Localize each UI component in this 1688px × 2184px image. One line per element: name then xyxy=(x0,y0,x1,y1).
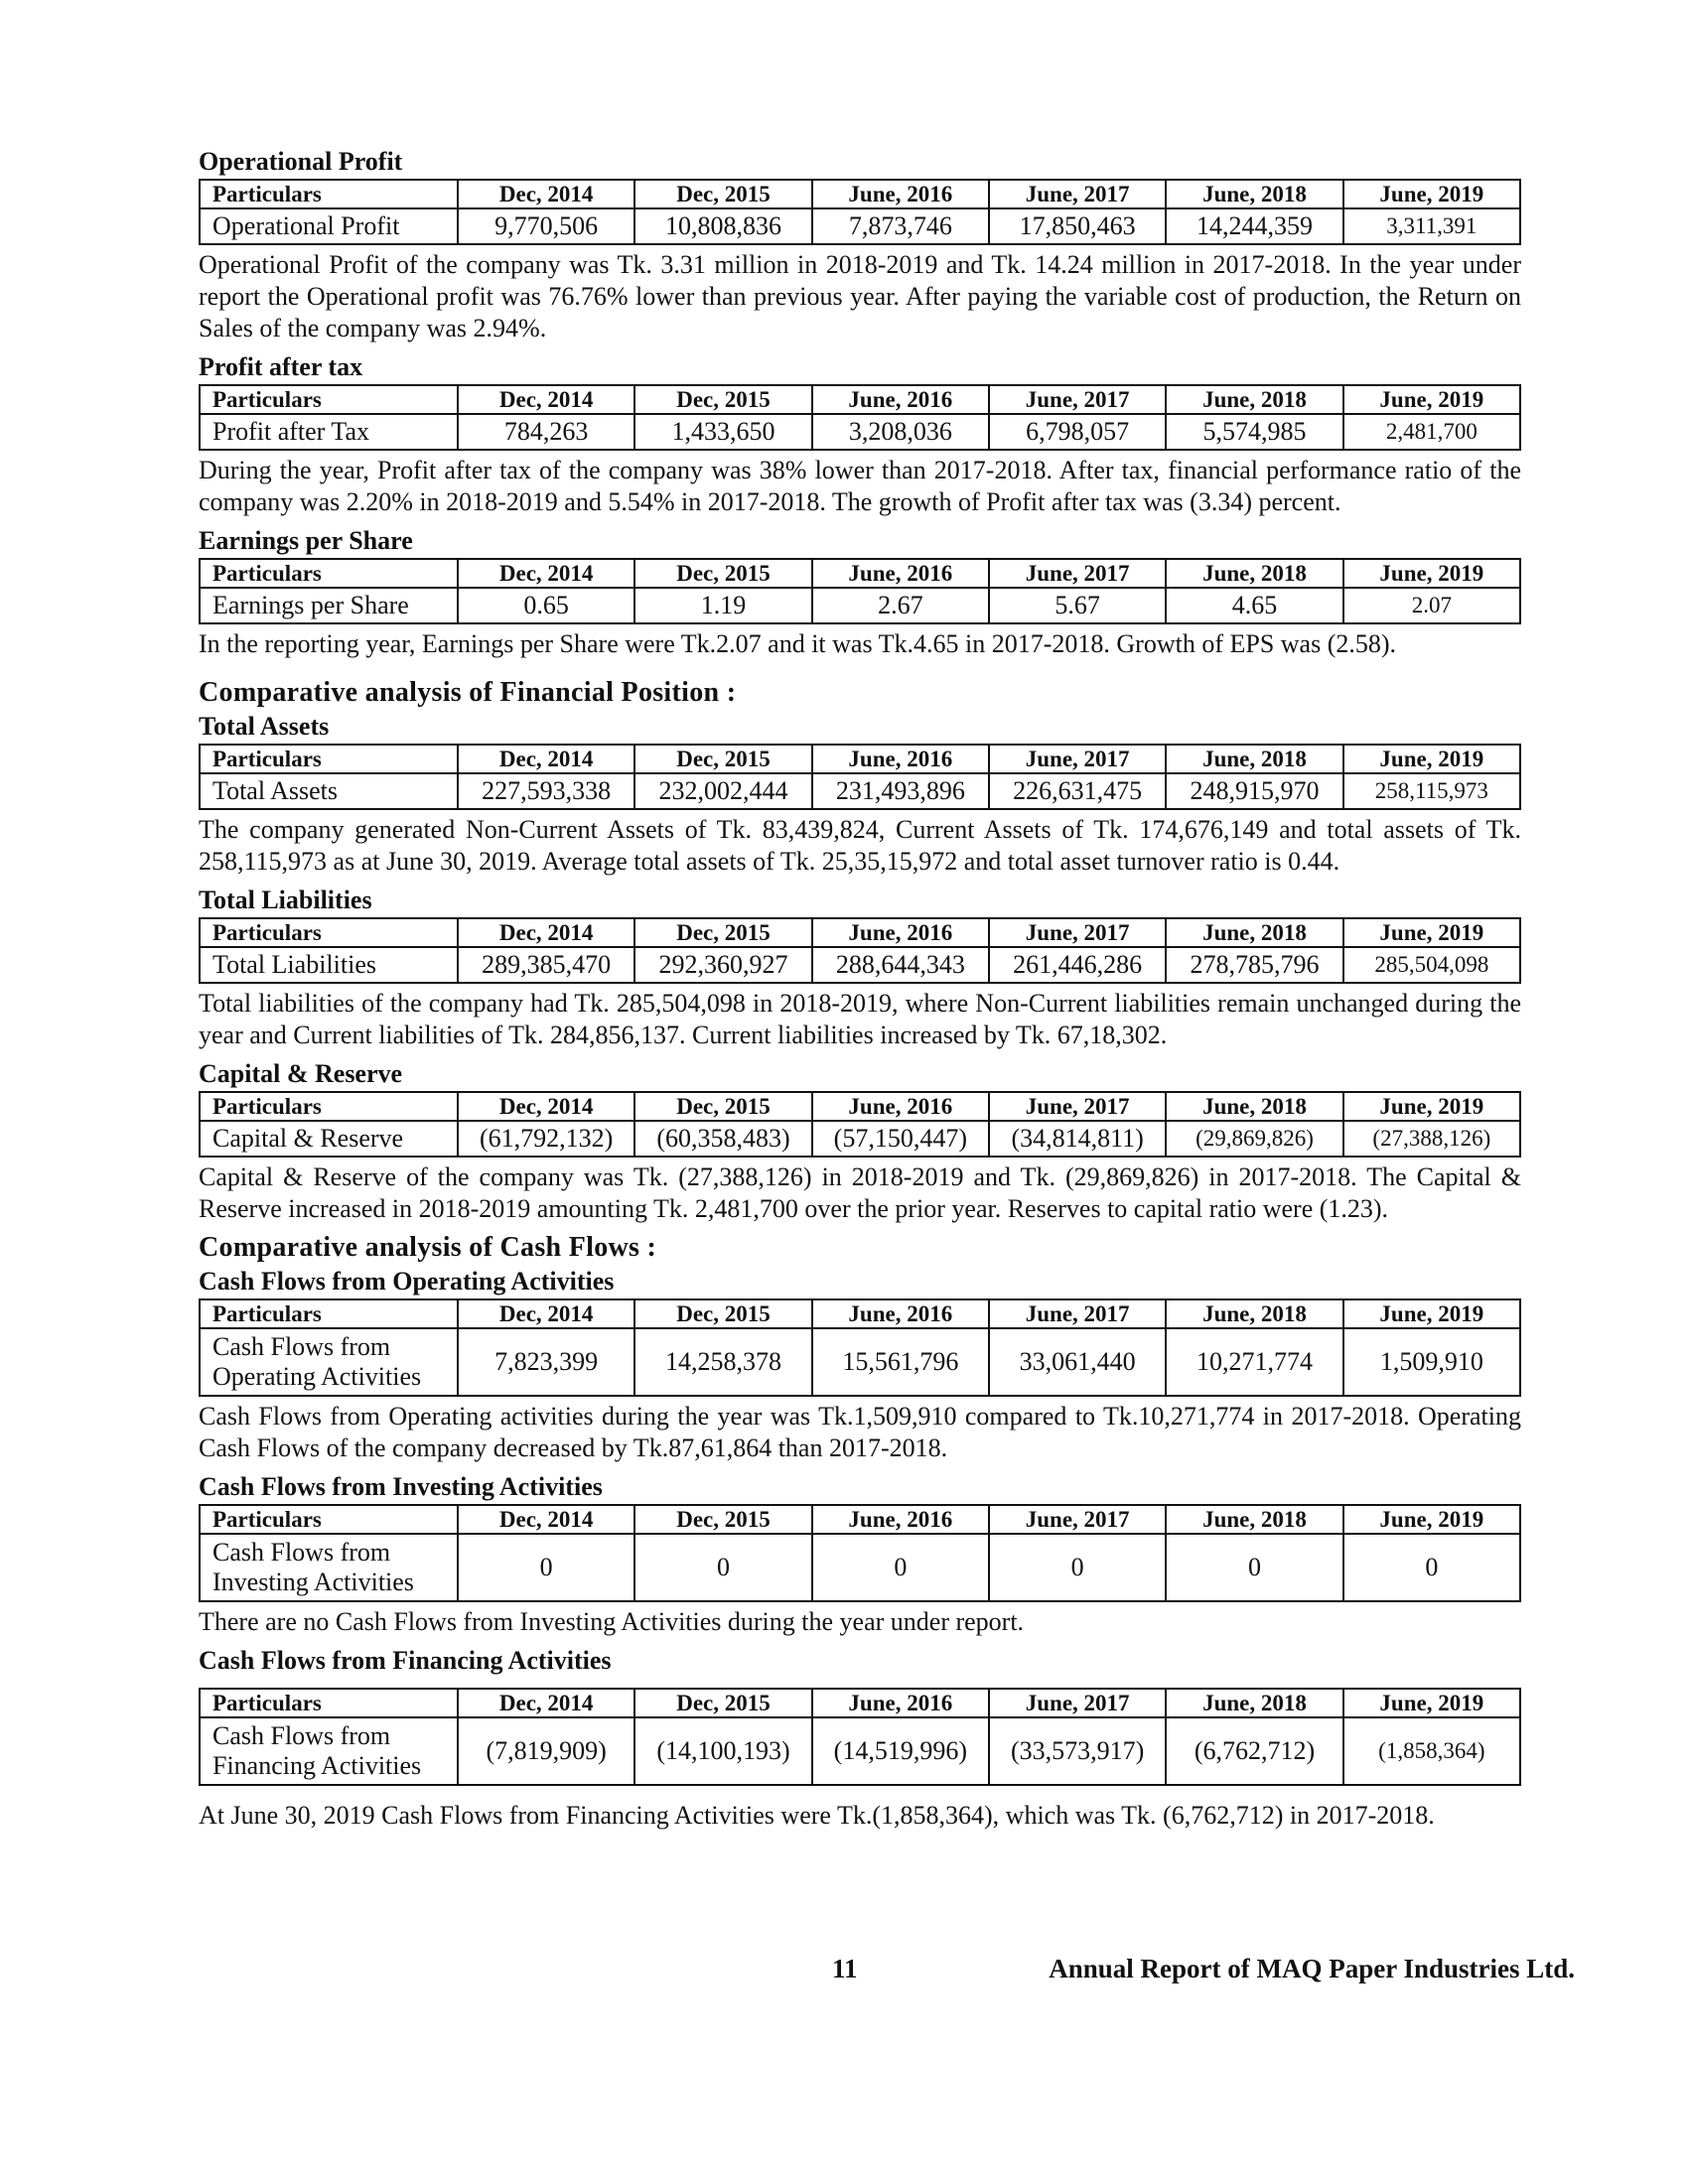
total-liabilities-table xyxy=(199,917,1521,984)
table-cell: 4.65 xyxy=(1166,588,1342,623)
row-label: Earnings per Share xyxy=(200,588,458,623)
col-header: Dec, 2014 xyxy=(458,1689,634,1717)
col-header: June, 2017 xyxy=(989,559,1166,588)
table-cell: 226,631,475 xyxy=(989,773,1166,809)
section-operational-profit xyxy=(199,145,1521,344)
col-header: June, 2018 xyxy=(1166,385,1342,414)
table-cell: 15,561,796 xyxy=(812,1328,989,1396)
col-header: June, 2018 xyxy=(1166,180,1342,208)
cash-flows-title: Comparative analysis of Cash Flows : xyxy=(199,1232,657,1263)
table-row xyxy=(200,414,1520,450)
col-header: June, 2016 xyxy=(812,1689,989,1717)
col-header: June, 2018 xyxy=(1166,1505,1342,1534)
report-name: Annual Report of MAQ Paper Industries Ltd. xyxy=(1049,1954,1575,1983)
table-cell: (14,100,193) xyxy=(634,1717,811,1785)
section-heading: Operational Profit xyxy=(199,147,403,176)
col-header: June, 2018 xyxy=(1166,1689,1342,1717)
col-header: June, 2016 xyxy=(812,1092,989,1121)
col-header: June, 2017 xyxy=(989,1299,1166,1328)
row-label: Operational Profit xyxy=(200,208,458,244)
col-header: June, 2018 xyxy=(1166,1299,1342,1328)
table-header-row xyxy=(200,1092,1520,1121)
section-investing-cash-flows xyxy=(199,1470,1521,1638)
section-profit-after-tax xyxy=(199,350,1521,518)
table-cell: (60,358,483) xyxy=(634,1121,811,1157)
table-cell: (14,519,996) xyxy=(812,1717,989,1785)
col-header: June, 2018 xyxy=(1166,1092,1342,1121)
col-header: Dec, 2015 xyxy=(634,1092,811,1121)
col-header: June, 2019 xyxy=(1343,180,1520,208)
section-heading: Total Liabilities xyxy=(199,886,372,914)
row-label: Profit after Tax xyxy=(200,414,458,450)
table-cell: 10,271,774 xyxy=(1166,1328,1342,1396)
row-label: Cash Flows from Operating Activities xyxy=(200,1328,458,1396)
section-heading: Capital & Reserve xyxy=(199,1059,403,1088)
col-header: June, 2019 xyxy=(1343,1092,1520,1121)
row-label: Cash Flows from Financing Activities xyxy=(200,1717,458,1785)
col-header: June, 2019 xyxy=(1343,918,1520,947)
table-cell: 5.67 xyxy=(989,588,1166,623)
col-header: Dec, 2014 xyxy=(458,180,634,208)
col-header: Particulars xyxy=(200,745,458,773)
table-cell: 0 xyxy=(812,1534,989,1601)
earnings-per-share-table xyxy=(199,558,1521,624)
table-cell: 292,360,927 xyxy=(634,947,811,983)
total-assets-table xyxy=(199,744,1521,810)
table-cell: 285,504,098 xyxy=(1343,947,1520,983)
col-header: June, 2017 xyxy=(989,1689,1166,1717)
table-header-row xyxy=(200,385,1520,414)
table-cell: (27,388,126) xyxy=(1343,1121,1520,1157)
col-header: Dec, 2014 xyxy=(458,1092,634,1121)
col-header: Particulars xyxy=(200,1505,458,1534)
page-footer xyxy=(0,1954,1688,1993)
table-cell: 0.65 xyxy=(458,588,634,623)
table-cell: 3,208,036 xyxy=(812,414,989,450)
row-label: Total Liabilities xyxy=(200,947,458,983)
col-header: Dec, 2014 xyxy=(458,559,634,588)
table-row xyxy=(200,947,1520,983)
row-label: Cash Flows from Investing Activities xyxy=(200,1534,458,1601)
financial-position-title: Comparative analysis of Financial Position : xyxy=(199,677,737,708)
col-header: June, 2016 xyxy=(812,1299,989,1328)
col-header: Dec, 2015 xyxy=(634,1505,811,1534)
col-header: June, 2016 xyxy=(812,918,989,947)
col-header: June, 2019 xyxy=(1343,1505,1520,1534)
section-text: In the reporting year, Earnings per Share were Tk.2.07 and it was Tk.4.65 in 2017-2018. Growth of EPS was (2.58). xyxy=(199,629,1397,658)
table-cell: 784,263 xyxy=(458,414,634,450)
col-header: Dec, 2014 xyxy=(458,1505,634,1534)
table-row xyxy=(200,1717,1520,1785)
table-cell: 9,770,506 xyxy=(458,208,634,244)
section-operating-cash-flows xyxy=(199,1265,1521,1464)
col-header: Dec, 2015 xyxy=(634,1299,811,1328)
table-row xyxy=(200,1534,1520,1601)
table-cell: 0 xyxy=(989,1534,1166,1601)
capital-reserve-table xyxy=(199,1091,1521,1158)
table-row xyxy=(200,1328,1520,1396)
table-cell: 5,574,985 xyxy=(1166,414,1342,450)
section-heading: Cash Flows from Operating Activities xyxy=(199,1267,615,1296)
table-cell: 258,115,973 xyxy=(1343,773,1520,809)
row-label: Total Assets xyxy=(200,773,458,809)
section-heading: Earnings per Share xyxy=(199,526,413,555)
col-header: Dec, 2015 xyxy=(634,1689,811,1717)
page-number: 11 xyxy=(832,1954,858,1983)
col-header: Particulars xyxy=(200,385,458,414)
col-header: Particulars xyxy=(200,1689,458,1717)
financing-cash-flows-table xyxy=(199,1688,1521,1786)
table-cell: 0 xyxy=(1343,1534,1520,1601)
table-cell: 227,593,338 xyxy=(458,773,634,809)
section-capital-reserve xyxy=(199,1057,1521,1225)
table-cell: 0 xyxy=(458,1534,634,1601)
table-cell: 289,385,470 xyxy=(458,947,634,983)
section-heading: Profit after tax xyxy=(199,352,363,381)
col-header: Dec, 2015 xyxy=(634,385,811,414)
section-text: The company generated Non-Current Assets of Tk. 83,439,824, Current Assets of Tk. 174,676,149 and total assets of Tk. 258,115,973 as at June 30, 2019. Average total assets of Tk. 25,35,15,972 and total asset turnover ratio is 0.44. xyxy=(199,815,1521,876)
col-header: June, 2016 xyxy=(812,559,989,588)
col-header: June, 2017 xyxy=(989,1505,1166,1534)
col-header: June, 2019 xyxy=(1343,559,1520,588)
table-header-row xyxy=(200,180,1520,208)
col-header: June, 2019 xyxy=(1343,745,1520,773)
table-cell: 17,850,463 xyxy=(989,208,1166,244)
col-header: June, 2019 xyxy=(1343,385,1520,414)
section-text: Total liabilities of the company had Tk. 285,504,098 in 2018-2019, where Non-Current liabilities remain unchanged during the year and Current liabilities of Tk. 284,856,137. Current liabilities increased by Tk. 67,18,302. xyxy=(199,989,1521,1049)
table-cell: 1.19 xyxy=(634,588,811,623)
table-cell: 2.67 xyxy=(812,588,989,623)
table-header-row xyxy=(200,559,1520,588)
table-row xyxy=(200,773,1520,809)
table-cell: 1,509,910 xyxy=(1343,1328,1520,1396)
table-cell: (29,869,826) xyxy=(1166,1121,1342,1157)
section-total-assets xyxy=(199,710,1521,878)
table-cell: 14,244,359 xyxy=(1166,208,1342,244)
table-cell: 232,002,444 xyxy=(634,773,811,809)
table-row xyxy=(200,208,1520,244)
table-cell: 2.07 xyxy=(1343,588,1520,623)
col-header: Dec, 2014 xyxy=(458,918,634,947)
section-text: Operational Profit of the company was Tk. 3.31 million in 2018-2019 and Tk. 14.24 million in 2017-2018. In the year under report the Operational profit was 76.76% lower than previous year. After paying the variable cost of production, the Return on Sales of the company was 2.94%. xyxy=(199,250,1521,342)
profit-after-tax-table xyxy=(199,384,1521,451)
col-header: Dec, 2014 xyxy=(458,1299,634,1328)
table-cell: 288,644,343 xyxy=(812,947,989,983)
table-cell: (34,814,811) xyxy=(989,1121,1166,1157)
table-cell: 2,481,700 xyxy=(1343,414,1520,450)
col-header: June, 2018 xyxy=(1166,918,1342,947)
table-cell: 6,798,057 xyxy=(989,414,1166,450)
table-cell: 7,823,399 xyxy=(458,1328,634,1396)
investing-cash-flows-table xyxy=(199,1504,1521,1602)
table-header-row xyxy=(200,745,1520,773)
col-header: June, 2017 xyxy=(989,745,1166,773)
section-text: Capital & Reserve of the company was Tk. (27,388,126) in 2018-2019 and Tk. (29,869,826) in 2017-2018. The Capital & Reserve increased in 2018-2019 amounting Tk. 2,481,700 over the prior year. Reserves to capital ratio were (1.23). xyxy=(199,1162,1521,1223)
table-cell: 261,446,286 xyxy=(989,947,1166,983)
col-header: June, 2018 xyxy=(1166,559,1342,588)
table-cell: (7,819,909) xyxy=(458,1717,634,1785)
table-header-row xyxy=(200,1505,1520,1534)
col-header: June, 2017 xyxy=(989,1092,1166,1121)
table-cell: (6,762,712) xyxy=(1166,1717,1342,1785)
table-cell: 14,258,378 xyxy=(634,1328,811,1396)
section-heading: Total Assets xyxy=(199,712,330,741)
col-header: June, 2017 xyxy=(989,385,1166,414)
row-label: Capital & Reserve xyxy=(200,1121,458,1157)
table-cell: 33,061,440 xyxy=(989,1328,1166,1396)
table-header-row xyxy=(200,918,1520,947)
section-text: At June 30, 2019 Cash Flows from Financing Activities were Tk.(1,858,364), which was Tk. (6,762,712) in 2017-2018. xyxy=(199,1801,1435,1830)
table-cell: 0 xyxy=(634,1534,811,1601)
table-cell: 3,311,391 xyxy=(1343,208,1520,244)
table-cell: 7,873,746 xyxy=(812,208,989,244)
col-header: Dec, 2014 xyxy=(458,745,634,773)
table-row xyxy=(200,588,1520,623)
table-cell: 231,493,896 xyxy=(812,773,989,809)
table-row xyxy=(200,1121,1520,1157)
col-header: June, 2016 xyxy=(812,385,989,414)
table-cell: (61,792,132) xyxy=(458,1121,634,1157)
col-header: Particulars xyxy=(200,1299,458,1328)
col-header: June, 2016 xyxy=(812,180,989,208)
table-cell: 248,915,970 xyxy=(1166,773,1342,809)
table-cell: 278,785,796 xyxy=(1166,947,1342,983)
col-header: June, 2018 xyxy=(1166,745,1342,773)
col-header: Particulars xyxy=(200,559,458,588)
col-header: Dec, 2015 xyxy=(634,180,811,208)
col-header: June, 2016 xyxy=(812,1505,989,1534)
col-header: June, 2019 xyxy=(1343,1689,1520,1717)
col-header: June, 2017 xyxy=(989,918,1166,947)
section-text: Cash Flows from Operating activities during the year was Tk.1,509,910 compared to Tk.10,271,774 in 2017-2018. Operating Cash Flows of the company decreased by Tk.87,61,864 than 2017-2018. xyxy=(199,1402,1521,1462)
col-header: Dec, 2015 xyxy=(634,559,811,588)
report-page xyxy=(199,145,1521,1838)
table-cell: 1,433,650 xyxy=(634,414,811,450)
operating-cash-flows-table xyxy=(199,1298,1521,1397)
table-cell: (33,573,917) xyxy=(989,1717,1166,1785)
table-cell: 10,808,836 xyxy=(634,208,811,244)
section-text: There are no Cash Flows from Investing Activities during the year under report. xyxy=(199,1607,1025,1636)
col-header: Dec, 2015 xyxy=(634,918,811,947)
operational-profit-table xyxy=(199,179,1521,245)
section-financing-cash-flows xyxy=(199,1644,1521,1832)
col-header: Particulars xyxy=(200,180,458,208)
table-cell: 0 xyxy=(1166,1534,1342,1601)
table-cell: (1,858,364) xyxy=(1343,1717,1520,1785)
col-header: Dec, 2014 xyxy=(458,385,634,414)
table-cell: (57,150,447) xyxy=(812,1121,989,1157)
col-header: Particulars xyxy=(200,918,458,947)
col-header: June, 2017 xyxy=(989,180,1166,208)
section-total-liabilities xyxy=(199,884,1521,1051)
table-header-row xyxy=(200,1299,1520,1328)
section-heading: Cash Flows from Investing Activities xyxy=(199,1472,603,1501)
col-header: June, 2019 xyxy=(1343,1299,1520,1328)
section-heading: Cash Flows from Financing Activities xyxy=(199,1646,612,1675)
col-header: June, 2016 xyxy=(812,745,989,773)
table-header-row xyxy=(200,1689,1520,1717)
section-text: During the year, Profit after tax of the company was 38% lower than 2017-2018. After tax, financial performance ratio of the company was 2.20% in 2018-2019 and 5.54% in 2017-2018. The growth of Profit after tax was (3.34) percent. xyxy=(199,456,1521,516)
section-earnings-per-share xyxy=(199,524,1521,660)
col-header: Particulars xyxy=(200,1092,458,1121)
col-header: Dec, 2015 xyxy=(634,745,811,773)
